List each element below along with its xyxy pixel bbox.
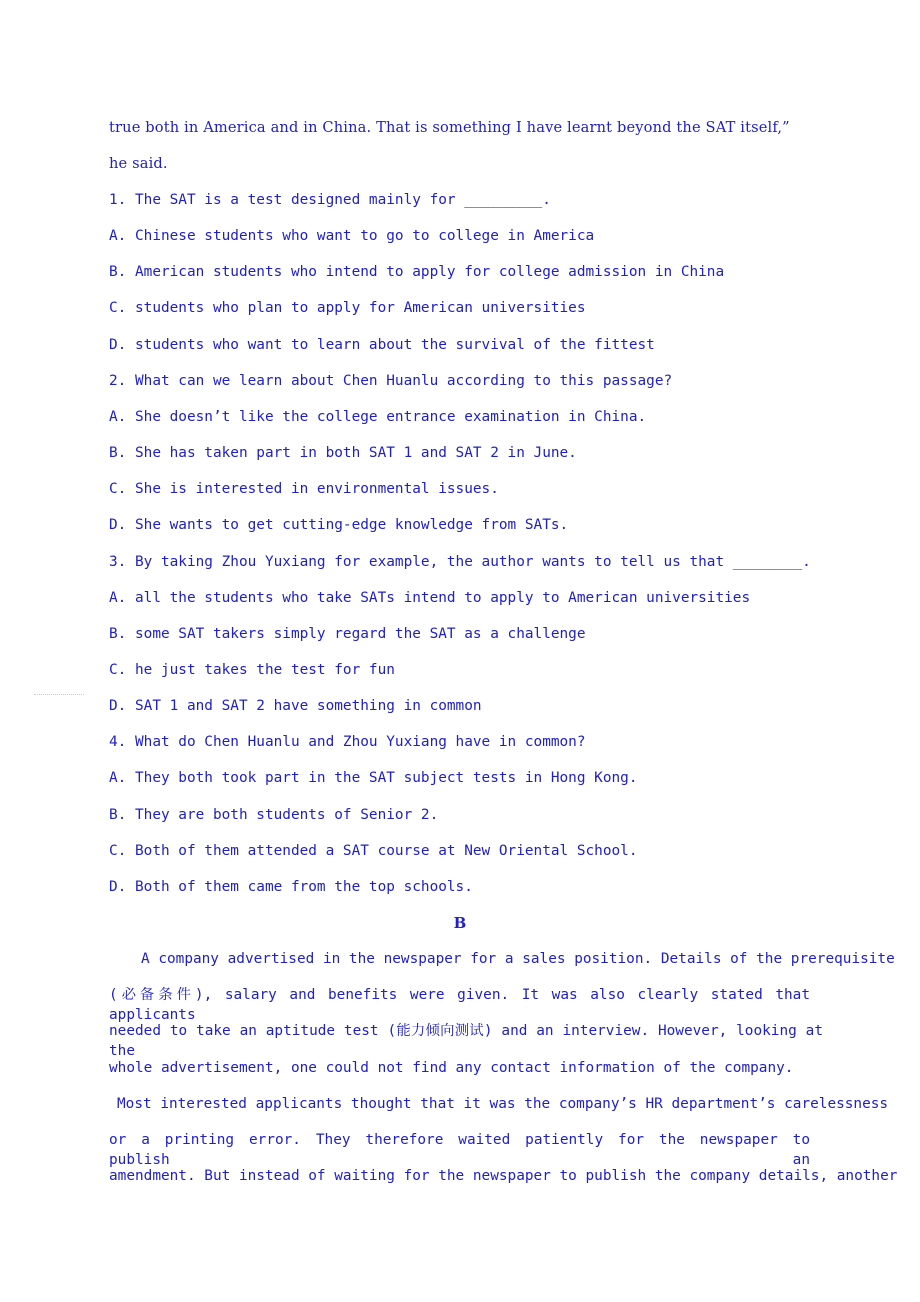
question-option: B. some SAT takers simply regard the SAT as a challenge: [109, 626, 586, 642]
passage-text-line: he said.: [109, 155, 168, 172]
question-option: A. all the students who take SATs intend to apply to American universities: [109, 590, 751, 606]
question-option: D. She wants to get cutting-edge knowledge from SATs.: [109, 517, 569, 533]
question-option: A. They both took part in the SAT subject tests in Hong Kong.: [109, 770, 638, 786]
section-heading: B: [453, 914, 467, 932]
question-stem: 4. What do Chen Huanlu and Zhou Yuxiang have in common?: [109, 734, 586, 750]
question-stem: 1. The SAT is a test designed mainly for _________.: [109, 192, 551, 208]
question-option: C. She is interested in environmental issues.: [109, 481, 499, 497]
passage-text-line: A company advertised in the newspaper for a sales position. Details of the prerequisite: [141, 951, 895, 967]
passage-text-line: whole advertisement, one could not find any contact information of the company.: [109, 1060, 794, 1076]
question-stem: 3. By taking Zhou Yuxiang for example, the author wants to tell us that ________.: [109, 554, 811, 570]
question-option: D. students who want to learn about the survival of the fittest: [109, 337, 655, 353]
question-option: C. he just takes the test for fun: [109, 662, 395, 678]
question-option: B. American students who intend to apply for college admission in China: [109, 264, 725, 280]
question-option: C. students who plan to apply for American universities: [109, 300, 586, 316]
faint-dotted-mark: [34, 694, 84, 696]
question-option: C. Both of them attended a SAT course at New Oriental School.: [109, 843, 638, 859]
passage-text-line: amendment. But instead of waiting for the newspaper to publish the company details, another: [109, 1168, 898, 1184]
passage-text-line: or a printing error. They therefore waited patiently for the newspaper to publish an: [109, 1132, 810, 1168]
question-stem: 2. What can we learn about Chen Huanlu according to this passage?: [109, 373, 673, 389]
question-option: B. She has taken part in both SAT 1 and SAT 2 in June.: [109, 445, 577, 461]
question-option: A. Chinese students who want to go to college in America: [109, 228, 595, 244]
question-option: A. She doesn’t like the college entrance examination in China.: [109, 409, 647, 425]
question-option: D. Both of them came from the top schools.: [109, 879, 473, 895]
passage-text-line: Most interested applicants thought that it was the company’s HR department’s carelessness: [117, 1096, 889, 1112]
question-option: B. They are both students of Senior 2.: [109, 807, 439, 823]
passage-text-line: (必备条件), salary and benefits were given. It was also clearly stated that applicants: [109, 987, 810, 1023]
passage-text-line: needed to take an aptitude test (能力倾向测试) and an interview. However, looking at the: [109, 1023, 823, 1059]
passage-text-line: true both in America and in China. That is something I have learnt beyond the SAT itself,”: [109, 119, 790, 136]
question-option: D. SAT 1 and SAT 2 have something in common: [109, 698, 482, 714]
